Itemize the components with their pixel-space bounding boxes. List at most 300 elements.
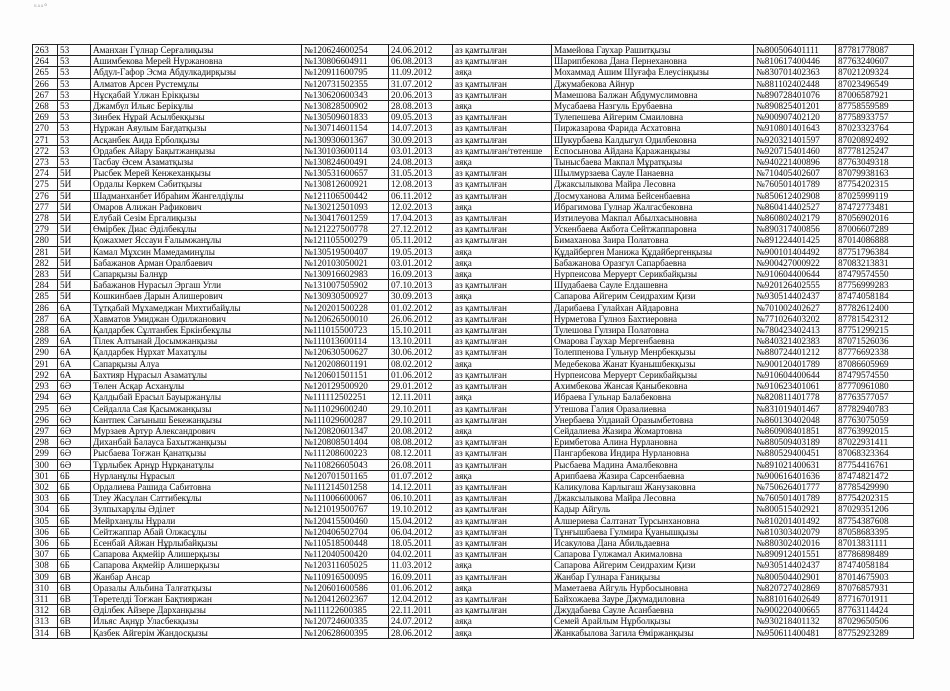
social-status-cell: аз қамтылған xyxy=(453,549,552,560)
parent-name-cell: Кадыр Айгуль xyxy=(552,504,754,515)
table-row xyxy=(33,157,914,168)
student-name-cell: Қалдыбай Ерасыл Бауыржанұлы xyxy=(91,392,302,403)
table-row xyxy=(33,179,914,190)
table-row xyxy=(33,593,914,604)
parent-id-number-cell: №920321401597 xyxy=(754,134,836,145)
parent-name-cell: Семей Арайлым Нұрболқызы xyxy=(552,616,754,627)
birth-date-cell: 07.10.2013 xyxy=(389,280,453,291)
table-row xyxy=(33,201,914,212)
class-name-cell: 5И xyxy=(58,190,91,201)
parent-id-number-cell: №900907402120 xyxy=(754,112,836,123)
class-name-cell: 53 xyxy=(58,67,91,78)
social-status-cell: аяқа xyxy=(453,201,552,212)
birth-cert-number-cell: №111112502251 xyxy=(302,392,389,403)
row-number-cell: 280 xyxy=(33,235,58,246)
student-name-cell: Төретелді Тоғжан Бақтияржан xyxy=(91,593,302,604)
student-name-cell: Сапарова Ақмейір Алишерқызы xyxy=(91,560,302,571)
birth-date-cell: 08.08.2012 xyxy=(389,437,453,448)
phone-number-cell: 87776692338 xyxy=(836,347,914,358)
parent-name-cell: Жанбар Гулнара Ғаниқызы xyxy=(552,571,754,582)
social-status-cell: аз қамтылған xyxy=(453,336,552,347)
student-name-cell: Сейдалла Сая Қасымжанқызы xyxy=(91,403,302,414)
parent-id-number-cell: №820811401778 xyxy=(754,392,836,403)
social-status-cell: аз қамтылған/төтенше xyxy=(453,145,552,156)
social-status-cell: аз қамтылған xyxy=(453,313,552,324)
parent-name-cell: Нурпеисова Меруерт Серикбайқызы xyxy=(552,269,754,280)
student-name-cell: Елубай Сезім Ергалиқызы xyxy=(91,213,302,224)
class-name-cell: 6Б xyxy=(58,560,91,571)
row-number-cell: 269 xyxy=(33,112,58,123)
class-name-cell: 6В xyxy=(58,582,91,593)
table-row xyxy=(33,213,914,224)
parent-name-cell: Исакулова Дана Абильдаевна xyxy=(552,537,754,548)
class-name-cell: 6Б xyxy=(58,526,91,537)
row-number-cell: 282 xyxy=(33,257,58,268)
parent-id-number-cell: №881102402448 xyxy=(754,78,836,89)
birth-cert-number-cell: №111208600223 xyxy=(302,448,389,459)
class-name-cell: 53 xyxy=(58,157,91,168)
corner-mark: ᵘᵃᵃ° xyxy=(34,2,49,11)
social-status-cell: аз қамтылған xyxy=(453,448,552,459)
class-name-cell: 53 xyxy=(58,45,91,56)
phone-number-cell: 87023496549 xyxy=(836,78,914,89)
table-row xyxy=(33,325,914,336)
class-name-cell: 6Ә xyxy=(58,392,91,403)
class-name-cell: 6В xyxy=(58,605,91,616)
birth-cert-number-cell: №130930601367 xyxy=(302,134,389,145)
birth-date-cell: 29.01.2012 xyxy=(389,381,453,392)
student-name-cell: Нұсқабай Үлжан Ерікқызы xyxy=(91,89,302,100)
parent-id-number-cell: №900120401789 xyxy=(754,358,836,369)
student-registry-table xyxy=(32,44,914,639)
social-status-cell: аяқа xyxy=(453,582,552,593)
student-name-cell: Бабажанов Нурасыл Эргаш Угли xyxy=(91,280,302,291)
phone-number-cell: 87014675903 xyxy=(836,571,914,582)
phone-number-cell: 87022931411 xyxy=(836,437,914,448)
phone-number-cell: 87751299215 xyxy=(836,325,914,336)
social-status-cell: аз қамтылған xyxy=(453,134,552,145)
phone-number-cell: 87754416761 xyxy=(836,459,914,470)
birth-date-cell: 01.06.2012 xyxy=(389,582,453,593)
parent-name-cell: Каликулова Карлыгаш Жанузаковна xyxy=(552,481,754,492)
social-status-cell: аз қамтылған xyxy=(453,414,552,425)
student-name-cell: Абдул-Гафор Эсма Абдулкадирқызы xyxy=(91,67,302,78)
birth-cert-number-cell: №111015500723 xyxy=(302,325,389,336)
birth-cert-number-cell: №130417601259 xyxy=(302,213,389,224)
parent-name-cell: Еспосынова Айдана Қаражанқызы xyxy=(552,145,754,156)
class-name-cell: 53 xyxy=(58,56,91,67)
row-number-cell: 306 xyxy=(33,537,58,548)
student-name-cell: Қазбек Айгерім Жандосқызы xyxy=(91,627,302,638)
class-name-cell: 53 xyxy=(58,123,91,134)
birth-cert-number-cell: №120731502355 xyxy=(302,78,389,89)
table-body xyxy=(33,45,914,639)
class-name-cell: 6Б xyxy=(58,549,91,560)
parent-id-number-cell: №880509403189 xyxy=(754,437,836,448)
phone-number-cell: 87754202315 xyxy=(836,179,914,190)
social-status-cell: аяқа xyxy=(453,67,552,78)
parent-id-number-cell: №900220400665 xyxy=(754,605,836,616)
birth-date-cell: 08.02.2012 xyxy=(389,358,453,369)
student-name-cell: Тлеу Жасұлан Саттибекұлы xyxy=(91,493,302,504)
social-status-cell: аз қамтылған xyxy=(453,537,552,548)
row-number-cell: 270 xyxy=(33,123,58,134)
social-status-cell: аяқа xyxy=(453,358,552,369)
birth-cert-number-cell: №120820601347 xyxy=(302,425,389,436)
row-number-cell: 308 xyxy=(33,560,58,571)
parent-name-cell: Маметаева Айгуль Нурбосыновна xyxy=(552,582,754,593)
birth-date-cell: 12.11.2011 xyxy=(389,392,453,403)
row-number-cell: 286 xyxy=(33,302,58,313)
parent-name-cell: Бабажанова Оразгул Сапарбаевна xyxy=(552,257,754,268)
student-name-cell: Сапарқызы Балнұр xyxy=(91,269,302,280)
birth-cert-number-cell: №120129500920 xyxy=(302,381,389,392)
phone-number-cell: 87756999283 xyxy=(836,280,914,291)
student-name-cell: Есенбай Айжан Нұрлыбайқызы xyxy=(91,537,302,548)
birth-date-cell: 04.02.2011 xyxy=(389,549,453,560)
class-name-cell: 6Б xyxy=(58,481,91,492)
student-name-cell: Оразалы Альбина Талғатқызы xyxy=(91,582,302,593)
birth-date-cell: 14.12.2011 xyxy=(389,481,453,492)
row-number-cell: 289 xyxy=(33,336,58,347)
class-name-cell: 5И xyxy=(58,291,91,302)
social-status-cell: аз қамтылған xyxy=(453,325,552,336)
phone-number-cell: 87086605969 xyxy=(836,358,914,369)
row-number-cell: 278 xyxy=(33,213,58,224)
parent-name-cell: Рысбаева Мадина Амалбековна xyxy=(552,459,754,470)
class-name-cell: 6Ә xyxy=(58,414,91,425)
birth-cert-number-cell: №130806604911 xyxy=(302,56,389,67)
row-number-cell: 306 xyxy=(33,526,58,537)
table-row xyxy=(33,392,914,403)
phone-number-cell: 87474058184 xyxy=(836,560,914,571)
student-name-cell: Ордабек Айару Бақытжанқызы xyxy=(91,145,302,156)
social-status-cell: аяқа xyxy=(453,616,552,627)
parent-id-number-cell: №891224401425 xyxy=(754,235,836,246)
row-number-cell: 283 xyxy=(33,269,58,280)
table-row xyxy=(33,190,914,201)
table-row xyxy=(33,515,914,526)
social-status-cell: аз қамтылған xyxy=(453,381,552,392)
student-name-cell: Төлен Асқар Асханұлы xyxy=(91,381,302,392)
row-number-cell: 295 xyxy=(33,403,58,414)
birth-cert-number-cell: №120911600795 xyxy=(302,67,389,78)
row-number-cell: 265 xyxy=(33,67,58,78)
birth-cert-number-cell: №120724600335 xyxy=(302,616,389,627)
parent-id-number-cell: №890912401551 xyxy=(754,549,836,560)
parent-id-number-cell: №920715401460 xyxy=(754,145,836,156)
birth-date-cell: 09.05.2013 xyxy=(389,112,453,123)
parent-id-number-cell: №880302402016 xyxy=(754,537,836,548)
birth-date-cell: 05.11.2012 xyxy=(389,235,453,246)
birth-cert-number-cell: №130930500927 xyxy=(302,291,389,302)
student-name-cell: Асқанбек Аида Ерболқызы xyxy=(91,134,302,145)
student-name-cell: Джамбул Ильяс Берікұлы xyxy=(91,101,302,112)
table-row xyxy=(33,302,914,313)
phone-number-cell: 87071526036 xyxy=(836,336,914,347)
table-row xyxy=(33,313,914,324)
parent-name-cell: Пиржазарова Фарида Асхатовна xyxy=(552,123,754,134)
table-row xyxy=(33,403,914,414)
table-row xyxy=(33,616,914,627)
student-name-cell: Әділбек Айзере Дарханқызы xyxy=(91,605,302,616)
row-number-cell: 275 xyxy=(33,179,58,190)
phone-number-cell: 87474058184 xyxy=(836,291,914,302)
class-name-cell: 53 xyxy=(58,134,91,145)
class-name-cell: 6Ә xyxy=(58,425,91,436)
phone-number-cell: 87479574550 xyxy=(836,369,914,380)
phone-number-cell: 87056902016 xyxy=(836,213,914,224)
birth-date-cell: 19.10.2012 xyxy=(389,504,453,515)
phone-number-cell: 87758559589 xyxy=(836,101,914,112)
phone-number-cell: 87029351206 xyxy=(836,504,914,515)
student-name-cell: Қалдарбек Сұлтанбек Еркінбекұлы xyxy=(91,325,302,336)
table-row xyxy=(33,627,914,638)
social-status-cell: аз қамтылған xyxy=(453,190,552,201)
parent-id-number-cell: №760501401789 xyxy=(754,179,836,190)
birth-cert-number-cell: №111214501258 xyxy=(302,481,389,492)
birth-date-cell: 24.08.2013 xyxy=(389,157,453,168)
class-name-cell: 6Ә xyxy=(58,459,91,470)
parent-id-number-cell: №910604400644 xyxy=(754,369,836,380)
parent-id-number-cell: №900427000922 xyxy=(754,257,836,268)
table-row xyxy=(33,347,914,358)
birth-date-cell: 29.10.2011 xyxy=(389,414,453,425)
birth-date-cell: 22.11.2011 xyxy=(389,605,453,616)
row-number-cell: 285 xyxy=(33,291,58,302)
parent-id-number-cell: №910801401643 xyxy=(754,123,836,134)
table-row xyxy=(33,145,914,156)
row-number-cell: 303 xyxy=(33,493,58,504)
student-name-cell: Шадманханбет Ибраhим Жангелдіұлы xyxy=(91,190,302,201)
student-name-cell: Өмірбек Диас Әділбекұлы xyxy=(91,224,302,235)
table-row xyxy=(33,235,914,246)
parent-id-number-cell: №860414402527 xyxy=(754,201,836,212)
class-name-cell: 5И xyxy=(58,179,91,190)
parent-id-number-cell: №890825401201 xyxy=(754,101,836,112)
table-row xyxy=(33,549,914,560)
row-number-cell: 311 xyxy=(33,593,58,604)
birth-date-cell: 18.05.2011 xyxy=(389,537,453,548)
row-number-cell: 314 xyxy=(33,627,58,638)
social-status-cell: аз қамтылған xyxy=(453,302,552,313)
class-name-cell: 5И xyxy=(58,269,91,280)
social-status-cell: аз қамтылған xyxy=(453,526,552,537)
birth-date-cell: 08.12.2011 xyxy=(389,448,453,459)
table-row xyxy=(33,582,914,593)
birth-cert-number-cell: №111122600385 xyxy=(302,605,389,616)
student-name-cell: Сапарқызы Алуа xyxy=(91,358,302,369)
table-row xyxy=(33,257,914,268)
social-status-cell: аз қамтылған xyxy=(453,504,552,515)
row-number-cell: 279 xyxy=(33,224,58,235)
class-name-cell: 5И xyxy=(58,224,91,235)
row-number-cell: 294 xyxy=(33,392,58,403)
student-name-cell: Мейрханұлы Нұрали xyxy=(91,515,302,526)
phone-number-cell: 87079938163 xyxy=(836,168,914,179)
table-row xyxy=(33,526,914,537)
parent-name-cell: Пангарбекова Индира Нурлановна xyxy=(552,448,754,459)
student-name-cell: Хавматов Умиджан Одилжанович xyxy=(91,313,302,324)
phone-number-cell: 87474821472 xyxy=(836,470,914,481)
table-row xyxy=(33,425,914,436)
row-number-cell: 288 xyxy=(33,325,58,336)
parent-id-number-cell: №800515402921 xyxy=(754,504,836,515)
phone-number-cell: 87716701911 xyxy=(836,593,914,604)
class-name-cell: 53 xyxy=(58,145,91,156)
parent-name-cell: Ибрагимова Гулнар Жалгасбековна xyxy=(552,201,754,212)
table-row xyxy=(33,269,914,280)
parent-name-cell: Толеппенова Гульнур Менрбекқызы xyxy=(552,347,754,358)
parent-name-cell: Шукурбаева Калдыгул Одилбековна xyxy=(552,134,754,145)
table-row xyxy=(33,89,914,100)
phone-number-cell: 87020892492 xyxy=(836,134,914,145)
birth-date-cell: 15.04.2012 xyxy=(389,515,453,526)
table-row xyxy=(33,224,914,235)
parent-id-number-cell: №701002402627 xyxy=(754,302,836,313)
parent-name-cell: Шудабаева Сауле Елдашевна xyxy=(552,280,754,291)
parent-id-number-cell: №750626401777 xyxy=(754,481,836,492)
birth-date-cell: 29.10.2011 xyxy=(389,403,453,414)
class-name-cell: 6Б xyxy=(58,537,91,548)
student-name-cell: Камал Мұхсин Мамедаминұлы xyxy=(91,246,302,257)
parent-name-cell: Нурметова Гулноз Бахтиеровна xyxy=(552,313,754,324)
table-row xyxy=(33,560,914,571)
parent-name-cell: Шылмурзаева Сауле Панаевна xyxy=(552,168,754,179)
student-name-cell: Аманхан Гүлнар Серғалиқызы xyxy=(91,45,302,56)
class-name-cell: 6А xyxy=(58,313,91,324)
phone-number-cell: 87076857931 xyxy=(836,582,914,593)
parent-id-number-cell: №771026403202 xyxy=(754,313,836,324)
parent-id-number-cell: №930514402437 xyxy=(754,291,836,302)
phone-number-cell: 87763240607 xyxy=(836,56,914,67)
row-number-cell: 271 xyxy=(33,134,58,145)
parent-id-number-cell: №710405402607 xyxy=(754,168,836,179)
phone-number-cell: 87751796384 xyxy=(836,246,914,257)
parent-id-number-cell: №820727402869 xyxy=(754,582,836,593)
parent-id-number-cell: №930218401132 xyxy=(754,616,836,627)
social-status-cell: аз қамтылған xyxy=(453,213,552,224)
student-name-cell: Жанбар Ансар xyxy=(91,571,302,582)
table-row xyxy=(33,78,914,89)
parent-name-cell: Ускенбаева Акбота Сейтжаппаровна xyxy=(552,224,754,235)
parent-id-number-cell: №830701402363 xyxy=(754,67,836,78)
parent-name-cell: Тулешова Гулзира Полатовна xyxy=(552,325,754,336)
birth-cert-number-cell: №131007505902 xyxy=(302,280,389,291)
social-status-cell: аз қамтылған xyxy=(453,515,552,526)
birth-cert-number-cell: №112040500420 xyxy=(302,549,389,560)
table-row xyxy=(33,493,914,504)
parent-id-number-cell: №810617400446 xyxy=(754,56,836,67)
parent-id-number-cell: №880724401212 xyxy=(754,347,836,358)
birth-cert-number-cell: №121019500767 xyxy=(302,504,389,515)
birth-cert-number-cell: №130714601154 xyxy=(302,123,389,134)
birth-cert-number-cell: №130620600343 xyxy=(302,89,389,100)
class-name-cell: 53 xyxy=(58,78,91,89)
row-number-cell: 287 xyxy=(33,313,58,324)
row-number-cell: 272 xyxy=(33,145,58,156)
parent-id-number-cell: №910623401061 xyxy=(754,381,836,392)
phone-number-cell: 87786898489 xyxy=(836,549,914,560)
row-number-cell: 290 xyxy=(33,347,58,358)
birth-date-cell: 30.06.2012 xyxy=(389,347,453,358)
student-name-cell: Тұтқабай Мұхамеджан Михтибайұлы xyxy=(91,302,302,313)
social-status-cell: аз қамтылған xyxy=(453,347,552,358)
birth-date-cell: 30.09.2013 xyxy=(389,291,453,302)
birth-date-cell: 11.03.2012 xyxy=(389,560,453,571)
social-status-cell: аяқа xyxy=(453,560,552,571)
table-row xyxy=(33,45,914,56)
birth-cert-number-cell: №120201500228 xyxy=(302,302,389,313)
table-row xyxy=(33,358,914,369)
parent-id-number-cell: №910604400644 xyxy=(754,269,836,280)
student-name-cell: Нурланұлы Нұрасыл xyxy=(91,470,302,481)
birth-cert-number-cell: №130828500902 xyxy=(302,101,389,112)
class-name-cell: 5И xyxy=(58,257,91,268)
birth-cert-number-cell: №120624600254 xyxy=(302,45,389,56)
birth-cert-number-cell: №120808501404 xyxy=(302,437,389,448)
parent-id-number-cell: №831019401467 xyxy=(754,403,836,414)
birth-date-cell: 19.05.2013 xyxy=(389,246,453,257)
class-name-cell: 53 xyxy=(58,112,91,123)
student-name-cell: Бабажанов Арман Оралбаевич xyxy=(91,257,302,268)
class-name-cell: 6А xyxy=(58,325,91,336)
social-status-cell: аз қамтылған xyxy=(453,123,552,134)
class-name-cell: 5И xyxy=(58,168,91,179)
row-number-cell: 299 xyxy=(33,448,58,459)
birth-date-cell: 12.08.2013 xyxy=(389,179,453,190)
row-number-cell: 313 xyxy=(33,616,58,627)
phone-number-cell: 87763114424 xyxy=(836,605,914,616)
parent-id-number-cell: №900616401636 xyxy=(754,470,836,481)
student-name-cell: Рысбек Мерей Кенжеханқызы xyxy=(91,168,302,179)
phone-number-cell: 87754202315 xyxy=(836,493,914,504)
birth-cert-number-cell: №111013600114 xyxy=(302,336,389,347)
phone-number-cell: 87754387608 xyxy=(836,515,914,526)
birth-cert-number-cell: №120103050021 xyxy=(302,257,389,268)
social-status-cell: аяқа xyxy=(453,627,552,638)
student-name-cell: Ордалы Көркем Сәбитқызы xyxy=(91,179,302,190)
phone-number-cell: 87083213831 xyxy=(836,257,914,268)
table-row xyxy=(33,414,914,425)
birth-cert-number-cell: №121105500279 xyxy=(302,235,389,246)
phone-number-cell: 87023323764 xyxy=(836,123,914,134)
birth-cert-number-cell: №120626500010 xyxy=(302,313,389,324)
social-status-cell: аз қамтылған xyxy=(453,45,552,56)
student-name-cell: Диханбай Балауса Бахытжанқызы xyxy=(91,437,302,448)
social-status-cell: аз қамтылған xyxy=(453,56,552,67)
class-name-cell: 6А xyxy=(58,369,91,380)
class-name-cell: 5И xyxy=(58,280,91,291)
student-name-cell: Зинбек Нұрай Асылбекқызы xyxy=(91,112,302,123)
birth-date-cell: 31.07.2012 xyxy=(389,78,453,89)
phone-number-cell: 87763075059 xyxy=(836,414,914,425)
birth-date-cell: 01.02.2012 xyxy=(389,302,453,313)
social-status-cell: аяқа xyxy=(453,425,552,436)
social-status-cell: аз қамтылған xyxy=(453,224,552,235)
birth-date-cell: 06.11.2012 xyxy=(389,190,453,201)
parent-id-number-cell: №860802402179 xyxy=(754,213,836,224)
table-row xyxy=(33,56,914,67)
birth-cert-number-cell: №121106500442 xyxy=(302,190,389,201)
parent-name-cell: Мамейова Гаухар Рашитқызы xyxy=(552,45,754,56)
table-row xyxy=(33,291,914,302)
class-name-cell: 6В xyxy=(58,593,91,604)
parent-id-number-cell: №891021400631 xyxy=(754,459,836,470)
student-name-cell: Ордалиева Рашида Сабитовна xyxy=(91,481,302,492)
parent-name-cell: Ахимбекова Жансая Қаныбековна xyxy=(552,381,754,392)
class-name-cell: 6Ә xyxy=(58,381,91,392)
